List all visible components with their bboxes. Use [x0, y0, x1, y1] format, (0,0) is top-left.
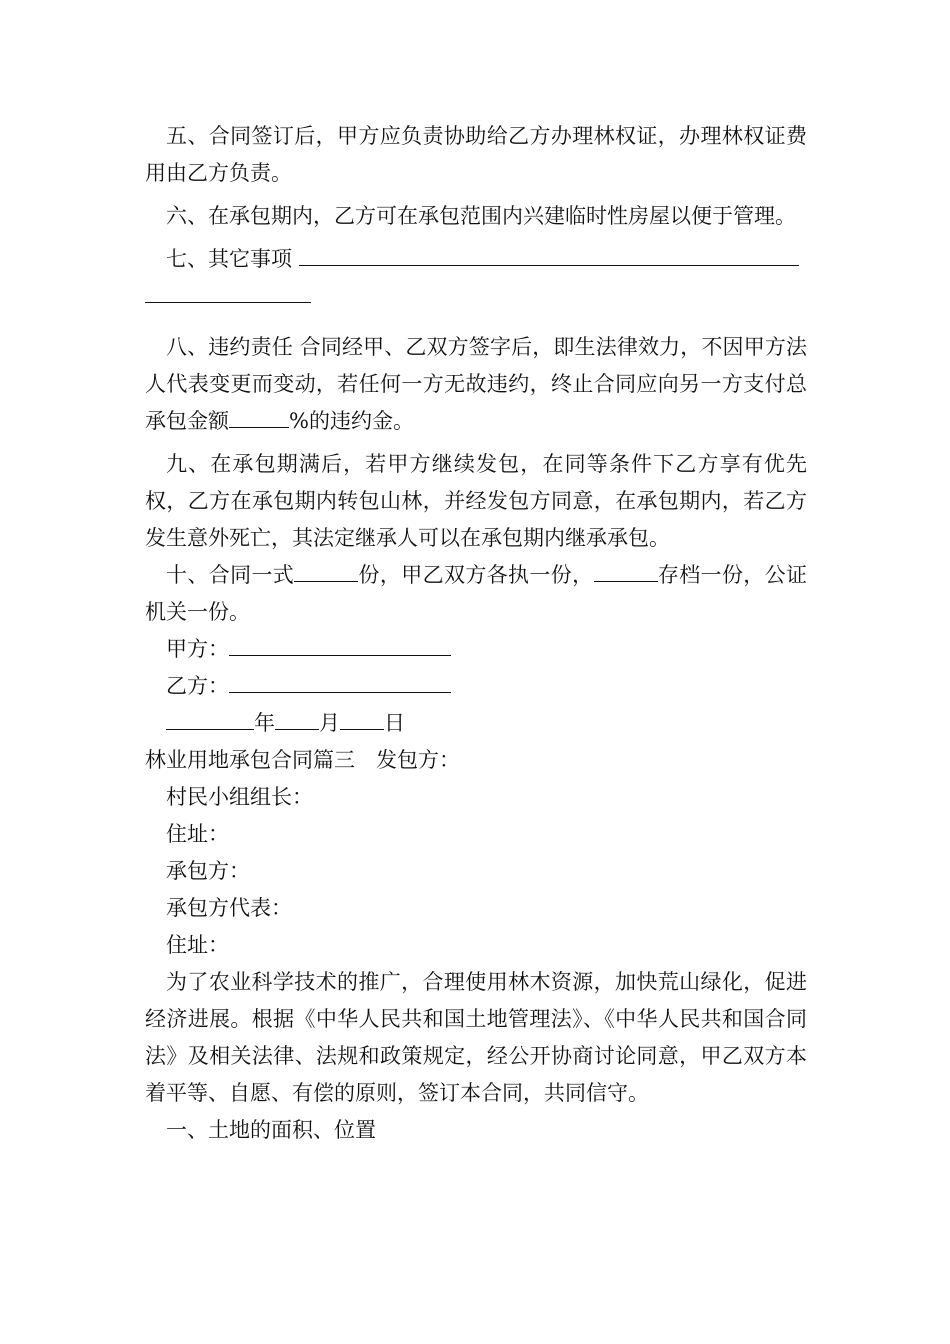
clause-7-label: 七、其它事项 [166, 247, 292, 271]
item-1-heading: 一、土地的面积、位置 [166, 1118, 376, 1142]
clause-10-text-a: 十、合同一式 [166, 563, 295, 587]
party-b-signature [145, 668, 807, 705]
clause-7-continuation [145, 278, 807, 315]
day-label: 日 [384, 711, 405, 735]
clause-10-text-b: 份，甲乙双方各执一份， [358, 563, 594, 587]
month-label: 月 [319, 711, 340, 735]
month-blank [275, 707, 319, 730]
penalty-percent-blank [229, 405, 289, 428]
clause-8 [145, 329, 807, 440]
copies-count-blank [294, 559, 358, 582]
clause-8-text-a: 八、违约责任 合同经甲、乙双方签字后，即生法律效力，不因甲方法人代表变更而变动，若任何一方无故违约，终止合同应向另一方支付总承包金额 [145, 335, 807, 433]
address-field-1: 住址： [166, 822, 229, 846]
clause-10-text-c: 存档一份，公证机关一份。 [145, 563, 808, 624]
clause-5: 五、合同签订后，甲方应负责协助给乙方办理林权证，办理林权证费用由乙方负责。 [145, 124, 807, 185]
year-label: 年 [254, 711, 275, 735]
party-a-label: 甲方： [166, 637, 229, 661]
party-a-signature [145, 631, 807, 668]
party-b-blank [229, 670, 451, 693]
clause-8-text-b: %的违约金。 [289, 409, 414, 433]
contractor-field: 承包方： [166, 859, 250, 883]
clause-10 [145, 557, 807, 631]
clause-7-blank-line-1 [299, 243, 799, 266]
preamble: 为了农业科学技术的推广，合理使用林木资源，加快荒山绿化，促进经济进展。根据《中华人民共和国土地管理法》、《中华人民共和国合同法》及相关法律、法规和政策规定，经公开协商讨论同意，甲乙双方本着平等、自愿、有偿的原则，签订本合同，共同信守。 [145, 970, 807, 1105]
village-leader-field: 村民小组组长： [166, 785, 313, 809]
document-page [145, 118, 807, 1149]
year-blank [166, 707, 254, 730]
day-blank [340, 707, 384, 730]
address-field-2: 住址： [166, 933, 229, 957]
party-a-blank [229, 633, 451, 656]
contractor-rep-field: 承包方代表： [166, 896, 292, 920]
clause-7-blank-line-2 [145, 280, 311, 303]
party-b-label: 乙方： [166, 674, 229, 698]
clause-6: 六、在承包期内，乙方可在承包范围内兴建临时性房屋以便于管理。 [166, 204, 796, 228]
clause-9: 九、在承包期满后，若甲方继续发包，在同等条件下乙方享有优先权，乙方在承包期内转包山林，并经发包方同意，在承包期内，若乙方发生意外死亡，其法定继承人可以在承包期内继承承包。 [145, 452, 807, 550]
clause-7 [145, 241, 807, 278]
section-3-title: 林业用地承包合同篇三 发包方： [145, 748, 460, 772]
archive-party-blank [594, 559, 658, 582]
signing-date [145, 705, 807, 742]
